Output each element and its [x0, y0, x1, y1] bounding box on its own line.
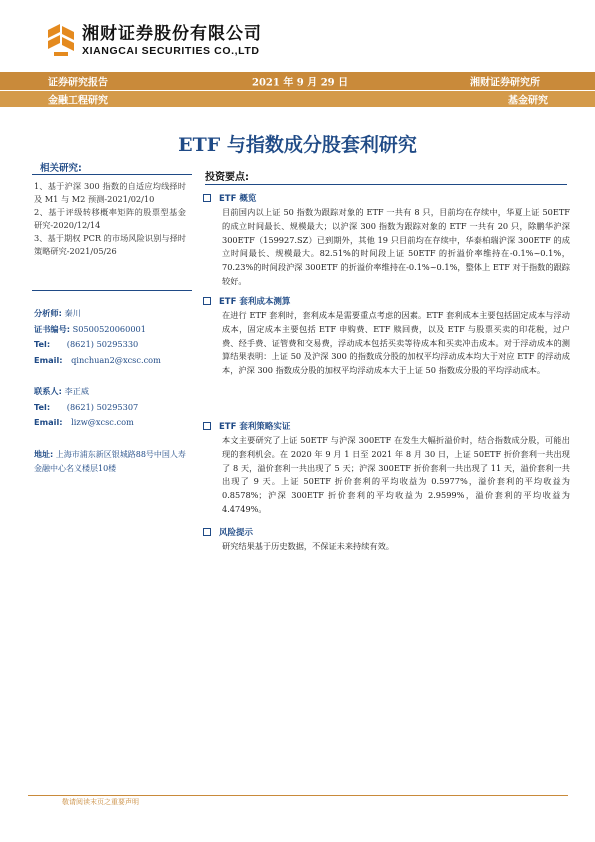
cert-label: 证书编号: — [34, 323, 71, 334]
related-item[interactable]: 2、基于评级转移概率矩阵的股票型基金研究-2020/12/14 — [34, 207, 186, 230]
category-right: 基金研究 — [508, 95, 548, 107]
company-name-cn: 湘财证券股份有限公司 — [82, 24, 262, 44]
section-paragraph: 研究结果基于历史数据，不保证未来持续有效。 — [222, 541, 394, 551]
contact-block — [34, 384, 194, 431]
checkbox-bullet-icon — [203, 422, 211, 430]
section-paragraph: 本文主要研究了上证 50ETF 与沪深 300ETF 在发生大幅折溢价时，结合指数成分股，可能出现的套利机会。在 2020 年 9 月 1 日至 2021 年 8 月 30 日，上证 50ETF 折价套利一共出现了 8 天，溢价套利一共出现了 5 天；沪深 300ETF 折价套利一共出现了 11 天，溢价套利一共出现了 9 天。上证 50ETF 折价套利的平均收益为 0.5977%，溢价套利的平均收益为 0.8578%；沪深 300ETF 折价套利的平均收益为 2.9599%，溢价套利的平均收益为 4.4749%。 — [222, 435, 570, 514]
institute-name: 湘财证券研究所 — [470, 77, 540, 89]
contact-tel-label: Tel: — [34, 401, 51, 412]
main-divider — [205, 184, 567, 185]
section-heading — [203, 420, 290, 432]
report-title: ETF 与指数成分股套利研究 — [178, 134, 417, 156]
footer-disclaimer: 敬请阅读末页之重要声明 — [62, 798, 139, 806]
related-item[interactable]: 1、基于沪深 300 指数的自适应均线择时及 M1 与 M2 预测-2021/02/10 — [34, 181, 186, 204]
section-title: ETF 套利策略实证 — [219, 422, 291, 432]
related-research-list — [34, 180, 186, 258]
investment-highlights-heading: 投资要点: — [205, 172, 249, 183]
sidebar-divider — [32, 290, 192, 291]
section-paragraph: 目前国内以上证 50 指数为跟踪对象的 ETF 一共有 8 只，目前均在存续中，华夏上证 50ETF 的成立时间最长、规模最大；以沪深 300 指数为跟踪对象的 ETF 一共有 20 只，除鹏华沪深 300ETF（159927.SZ）已到期外，其他 19 只目前均在存续中，华泰柏瑞沪深 300ETF 的成立时间最长、规模最大。82.51%的时间段上证 50ETF 的折溢价率维持在-0.1%~0.1%，70.23%的时间段沪深 300ETF 的折溢价率维持在-0.1%~0.1%，整体上 ETF 对于指数的跟踪较好。 — [222, 207, 570, 286]
company-brand — [46, 22, 262, 60]
address-block — [34, 448, 192, 476]
analyst-email[interactable]: qinchuan2@xcsc.com — [71, 354, 161, 365]
analyst-block — [34, 306, 194, 368]
address-label: 地址: — [34, 450, 54, 459]
header-band-bottom — [0, 91, 595, 107]
header-band-top — [0, 72, 595, 90]
cert-number: S0500520060001 — [72, 323, 146, 334]
contact-label: 联系人: — [34, 386, 62, 396]
footer-divider — [28, 795, 568, 796]
analyst-email-label: Email: — [34, 354, 63, 365]
analyst-label: 分析师: — [34, 308, 62, 318]
section-title: ETF 概览 — [219, 194, 257, 204]
analyst-tel: (8621) 50295330 — [66, 339, 139, 349]
analyst-tel-label: Tel: — [34, 339, 51, 349]
checkbox-bullet-icon — [203, 297, 211, 305]
contact-name: 李正威 — [64, 386, 90, 396]
section-title: 风险提示 — [219, 528, 254, 538]
category-left: 金融工程研究 — [48, 95, 108, 107]
company-name-en: XIANGCAI SECURITIES CO.,LTD — [82, 45, 260, 57]
report-type: 证券研究报告 — [48, 77, 108, 89]
related-item[interactable]: 3、基于期权 PCR 的市场风险识别与择时策略研究-2021/05/26 — [34, 233, 186, 256]
related-research-heading: 相关研究: — [40, 163, 82, 174]
address-text: 上海市浦东新区银城路88号中国人寿金融中心名义楼层10楼 — [34, 450, 186, 473]
section-paragraph: 在进行 ETF 套利时，套利成本是需要重点考虑的因素。ETF 套利成本主要包括固定成本与浮动成本，固定成本主要包括 ETF 申购费、ETF 赎回费，以及 ETF 与股票买卖的印花税，过户费、经手费、证管费和交易费，浮动成本包括买卖等待成本和买卖冲击成本。对于浮动成本的测算结果表明：上证 50 及沪深 300 的指数成分股的加权平均浮动成本均大于对应 ETF 的浮动成本，沪深 300 指数成分股的加权平均浮动成本大于上证 50 指数成分股的平均浮动成本。 — [222, 310, 570, 376]
company-logo-icon — [46, 22, 76, 60]
contact-email-label: Email: — [34, 417, 63, 427]
section-heading — [203, 526, 253, 538]
section-heading — [203, 192, 256, 204]
sidebar-divider — [32, 174, 192, 175]
contact-tel: (8621) 50295307 — [66, 401, 139, 412]
checkbox-bullet-icon — [203, 528, 211, 536]
contact-email[interactable]: lizw@xcsc.com — [71, 417, 134, 427]
section-title: ETF 套利成本测算 — [219, 297, 291, 307]
analyst-name: 秦川 — [64, 308, 81, 318]
section-heading — [203, 295, 290, 307]
checkbox-bullet-icon — [203, 194, 211, 202]
report-date: 2021 年 9 月 29 日 — [252, 77, 349, 89]
